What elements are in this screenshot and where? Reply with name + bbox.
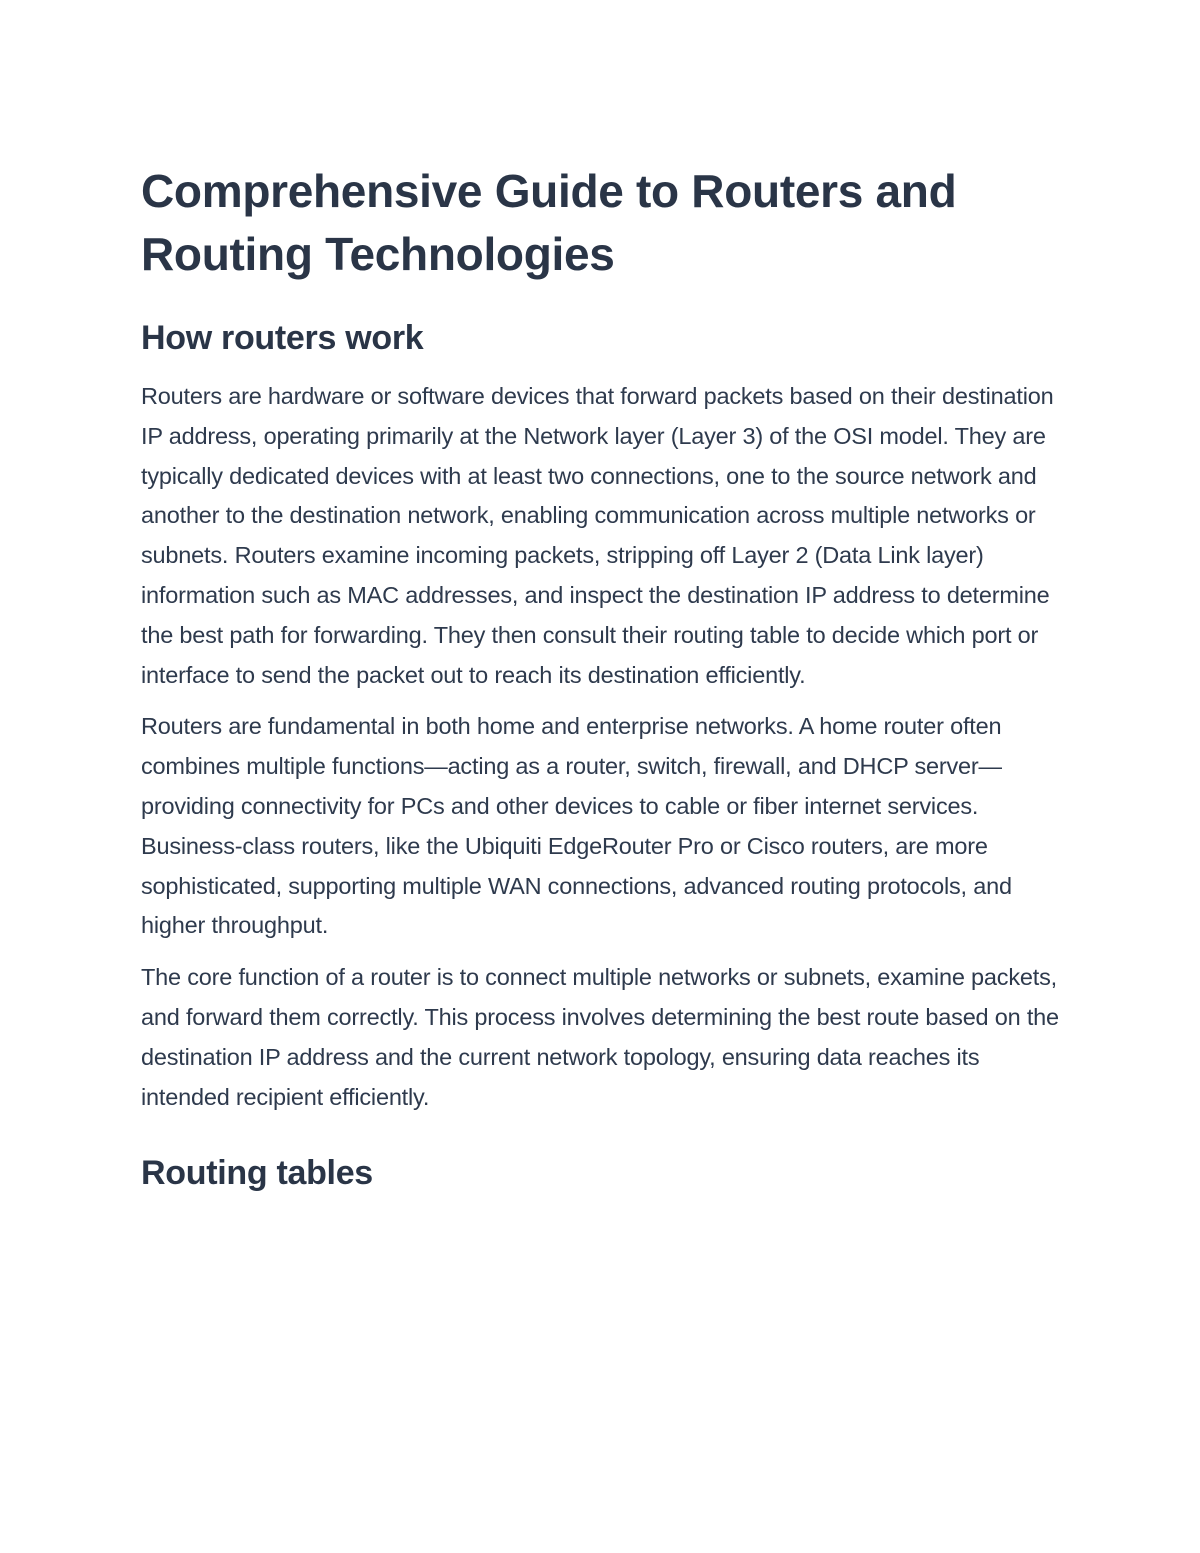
section-heading: Routing tables	[141, 1154, 373, 1193]
document-title: Comprehensive Guide to Routers and Routing Technologies	[141, 165, 957, 280]
section-heading: How routers work	[141, 319, 424, 357]
section-how-routers-work	[141, 316, 1066, 1117]
paragraph: The core function of a router is to connect multiple networks or subnets, examine packets, and forward them correctly. This process involves determining the best route based on the destination IP address and the current network topology, ensuring data reaches its intended recipient efficiently.	[141, 964, 1059, 1110]
paragraph: Routers are fundamental in both home and enterprise networks. A home router often combines multiple functions—acting as a router, switch, firewall, and DHCP server—providing connectivity for PCs and other devices to cable or fiber internet services. Business-class routers, like the Ubiquiti EdgeRouter Pro or Cisco routers, are more sophisticated, supporting multiple WAN connections, advanced routing protocols, and higher throughput.	[141, 713, 1012, 939]
document-page	[141, 160, 1066, 1212]
section-routing-tables	[141, 1151, 1066, 1195]
paragraph: Routers are hardware or software devices that forward packets based on their destination IP address, operating primarily at the Network layer (Layer 3) of the OSI model. They are typically dedicated devices with at least two connections, one to the source network and another to the destination network, enabling communication across multiple networks or subnets. Routers examine incoming packets, stripping off Layer 2 (Data Link layer) information such as MAC addresses, and inspect the destination IP address to determine the best path for forwarding. They then consult their routing table to decide which port or interface to send the packet out to reach its destination efficiently.	[141, 383, 1054, 688]
